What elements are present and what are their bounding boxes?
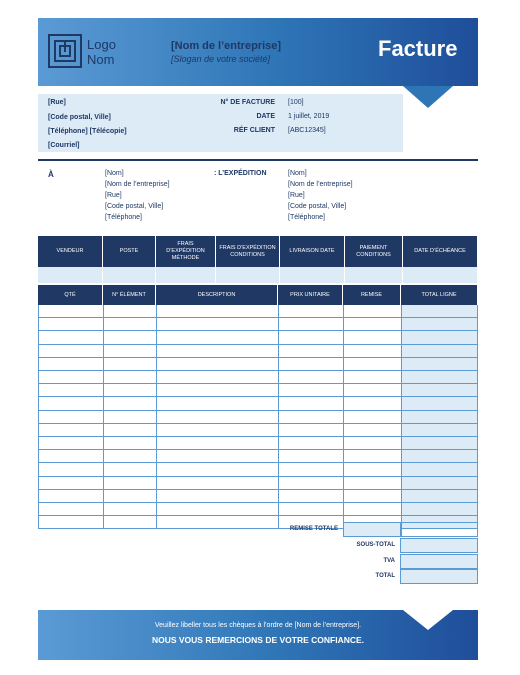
table-row[interactable] [38,318,478,331]
logo-text-line2: Nom [87,52,115,67]
shipping-header: FRAIS D’EXPÉDITION CONDITIONS [216,236,280,267]
totals-block [38,522,478,586]
shipping-cell[interactable] [156,267,216,283]
invoice-date-label: DATE [256,113,275,120]
invoice-date-value: 1 juillet, 2019 [288,113,330,120]
footer-thanks: NOUS VOUS REMERCIONS DE VOTRE CONFIANCE. [151,635,365,645]
sender-city: [Code postal, Ville] [48,114,111,121]
tax-label: TVA [383,558,395,564]
ship-to-address-line: [Nom de l’entreprise] [288,181,353,188]
shipping-header: POSTE [103,236,156,267]
company-name: [Nom de l’entreprise] [171,40,282,52]
header-notch [403,86,453,108]
shipping-cell[interactable] [103,267,156,283]
page-title: Facture [378,36,458,61]
subtotal-label: SOUS-TOTAL [356,542,395,548]
items-header: DESCRIPTION [156,285,278,305]
ship-to-address-line: [Nom] [288,170,307,177]
table-row[interactable] [38,477,478,490]
shipping-header: VENDEUR [38,236,103,267]
table-row[interactable] [38,450,478,463]
table-row[interactable] [38,424,478,437]
shipping-cell[interactable] [280,267,345,283]
discount-cell[interactable] [343,522,401,537]
column-divider [103,305,104,529]
shipping-header: LIVRAISON DATE [280,236,345,267]
logo-text-line1: Logo [87,37,116,52]
items-header: QTÉ [38,285,103,305]
invoice-number-label: N° DE FACTURE [220,99,275,106]
bill-to-address-line: [Nom de l’entreprise] [105,181,170,188]
logo-icon [48,34,82,68]
table-row[interactable] [38,345,478,358]
column-divider [38,305,39,529]
column-divider [477,305,478,529]
bill-to-address-line: [Nom] [105,170,124,177]
shipping-header: DATE D’ÉCHÉANCE [403,236,478,267]
table-row[interactable] [38,490,478,503]
client-ref-label: RÉF CLIENT [233,127,275,134]
shipping-cell[interactable] [345,267,403,283]
table-row[interactable] [38,463,478,476]
total-label: TOTAL [375,573,395,579]
column-divider [343,305,344,529]
bill-to-label: À [48,170,54,179]
section-divider [38,159,478,161]
shipping-cell[interactable] [216,267,280,283]
ship-to-address-line: [Téléphone] [288,214,325,221]
column-divider [278,305,279,529]
items-header: REMISE [343,285,401,305]
table-row[interactable] [38,358,478,371]
items-header: PRIX UNITAIRE [278,285,343,305]
bill-to-address-line: [Code postal, Ville] [105,203,164,210]
company-slogan: [Slogan de votre société] [171,54,271,64]
column-divider [401,305,402,529]
ship-to-address-line: [Code postal, Ville] [288,203,347,210]
ship-to-address-line: [Rue] [288,192,305,199]
shipping-header: PAIEMENT CONDITIONS [345,236,403,267]
invoice-number-value: [100] [288,99,304,106]
items-header: TOTAL LIGNE [401,285,478,305]
total-cell[interactable] [400,569,478,584]
sender-street: [Rue] [48,99,66,106]
subtotal-cell[interactable] [400,538,478,553]
bill-to-address-line: [Téléphone] [105,214,142,221]
table-row[interactable] [38,384,478,397]
shipping-header: FRAIS D’EXPÉDITION MÉTHODE [156,236,216,267]
sender-phone-fax: [Téléphone] [Télécopie] [48,128,127,135]
shipping-cell[interactable] [38,267,103,283]
sender-email: [Courriel] [48,142,80,149]
table-row[interactable] [38,397,478,410]
footer-cheque-note: Veuillez libeller tous les chèques à l’ordre de [Nom de l’entreprise]. [154,622,362,629]
tax-cell[interactable] [400,554,478,569]
shipping-cell[interactable] [403,267,478,283]
ship-to-label: : L’EXPÉDITION [214,170,267,177]
bill-to-address-line: [Rue] [105,192,122,199]
table-row[interactable] [38,411,478,424]
items-header: N° ÉLÉMENT [103,285,156,305]
shipping-table [38,236,478,284]
discount-total-cell[interactable] [401,522,478,537]
total-discount-label: REMISE TOTALE [289,526,338,532]
table-row[interactable] [38,331,478,344]
client-ref-value: [ABC12345] [288,127,326,134]
column-divider [156,305,157,529]
